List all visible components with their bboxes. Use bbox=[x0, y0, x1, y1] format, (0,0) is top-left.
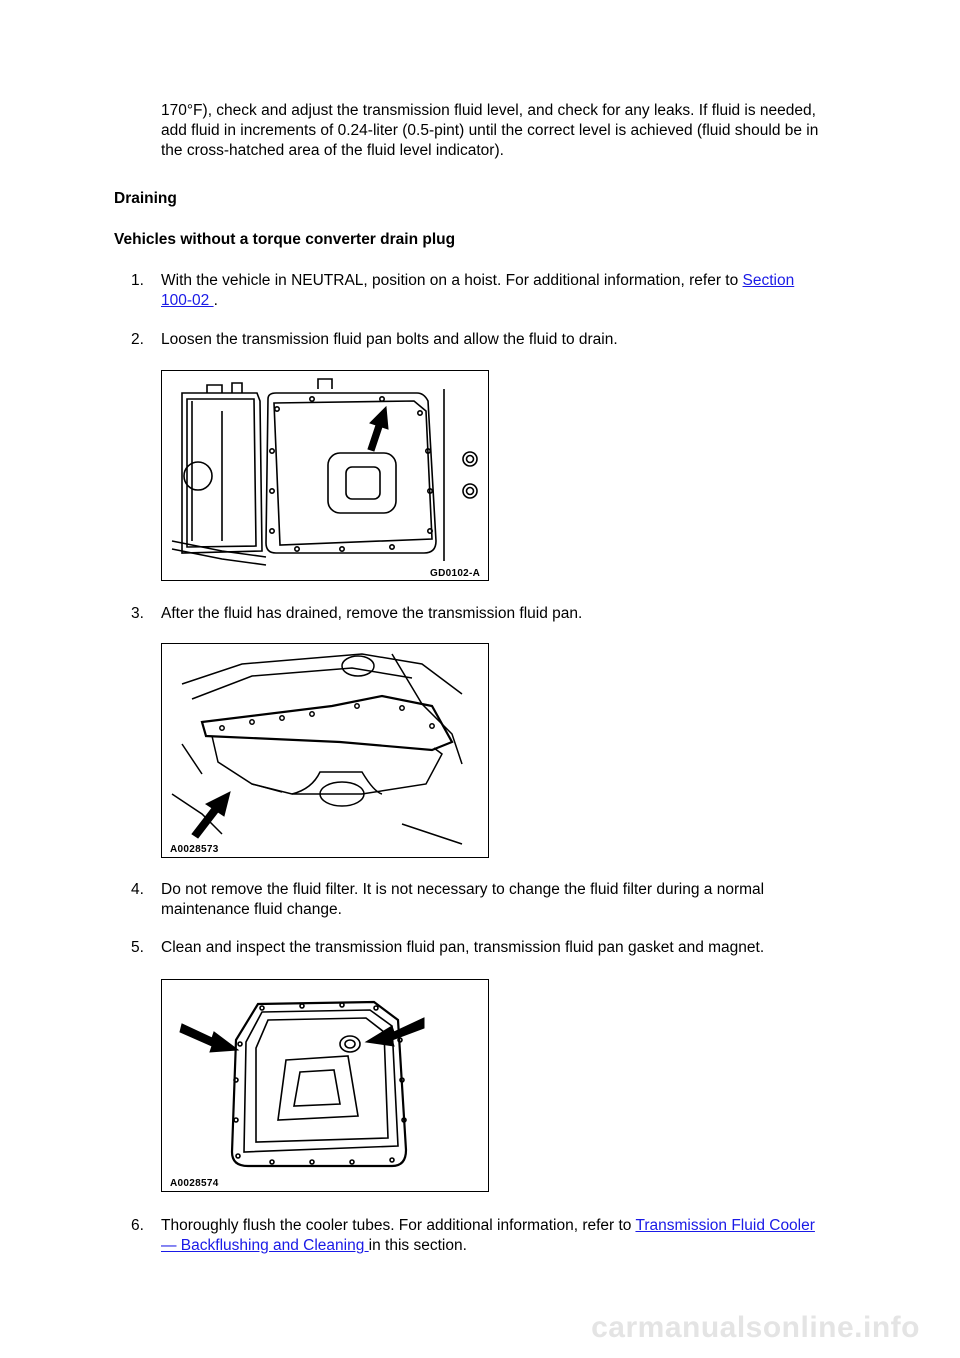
step-1-line1-text: With the vehicle in NEUTRAL, position on a hoist. For additional information, refer to bbox=[161, 272, 743, 289]
step-4-line-2: maintenance fluid change. bbox=[161, 901, 342, 918]
intro-line-1: 170°F), check and adjust the transmission fluid level, and check for any leaks. If fluid is needed, bbox=[161, 102, 816, 119]
figure-1-label: GD0102-A bbox=[430, 568, 481, 579]
step-3-number: 3. bbox=[131, 605, 144, 622]
clean-pan-illustration bbox=[162, 980, 488, 1191]
step-3-text: After the fluid has drained, remove the transmission fluid pan. bbox=[161, 605, 583, 622]
cooler-link-part1[interactable]: Transmission Fluid Cooler bbox=[635, 1217, 815, 1234]
step-5-number: 5. bbox=[131, 939, 144, 956]
figure-2-label: A0028573 bbox=[170, 844, 219, 855]
step-6-number: 6. bbox=[131, 1217, 144, 1234]
step-1-line2-after: . bbox=[213, 292, 218, 309]
step-1-number: 1. bbox=[131, 272, 144, 289]
step-5-text: Clean and inspect the transmission fluid pan, transmission fluid pan gasket and magnet. bbox=[161, 939, 765, 956]
step-6-text bbox=[161, 1216, 851, 1256]
figure-3-label: A0028574 bbox=[170, 1178, 219, 1189]
section-link-part1[interactable]: Section bbox=[742, 272, 795, 289]
heading-draining: Draining bbox=[114, 190, 177, 207]
step-4-text bbox=[161, 880, 851, 920]
step-1-text bbox=[161, 271, 851, 311]
step-6-line2-after: in this section. bbox=[368, 1237, 467, 1254]
step-4-line-1: Do not remove the fluid filter. It is not necessary to change the fluid filter during a normal bbox=[161, 881, 765, 898]
step-2-text: Loosen the transmission fluid pan bolts and allow the fluid to drain. bbox=[161, 331, 618, 348]
figure-clean-pan bbox=[161, 979, 489, 1192]
step-4-number: 4. bbox=[131, 881, 144, 898]
heading-vehicles-without-drain-plug: Vehicles without a torque converter drain plug bbox=[114, 231, 456, 248]
step-2-number: 2. bbox=[131, 331, 144, 348]
remove-pan-illustration bbox=[162, 644, 488, 857]
pan-bolts-illustration bbox=[162, 371, 488, 580]
intro-line-3: the cross-hatched area of the fluid level indicator). bbox=[161, 142, 504, 159]
section-link-part2[interactable]: 100-02 bbox=[161, 292, 214, 309]
intro-line-2: add fluid in increments of 0.24-liter (0.5-pint) until the correct level is achieved (fluid should be in bbox=[161, 122, 819, 139]
figure-pan-bolts bbox=[161, 370, 489, 581]
cooler-link-part2[interactable]: — Backflushing and Cleaning bbox=[161, 1237, 369, 1254]
step-6-line1-text: Thoroughly flush the cooler tubes. For additional information, refer to bbox=[161, 1217, 636, 1234]
figure-remove-pan bbox=[161, 643, 489, 858]
intro-paragraph bbox=[161, 101, 861, 161]
watermark-text: carmanualsonline.info bbox=[591, 1311, 920, 1344]
